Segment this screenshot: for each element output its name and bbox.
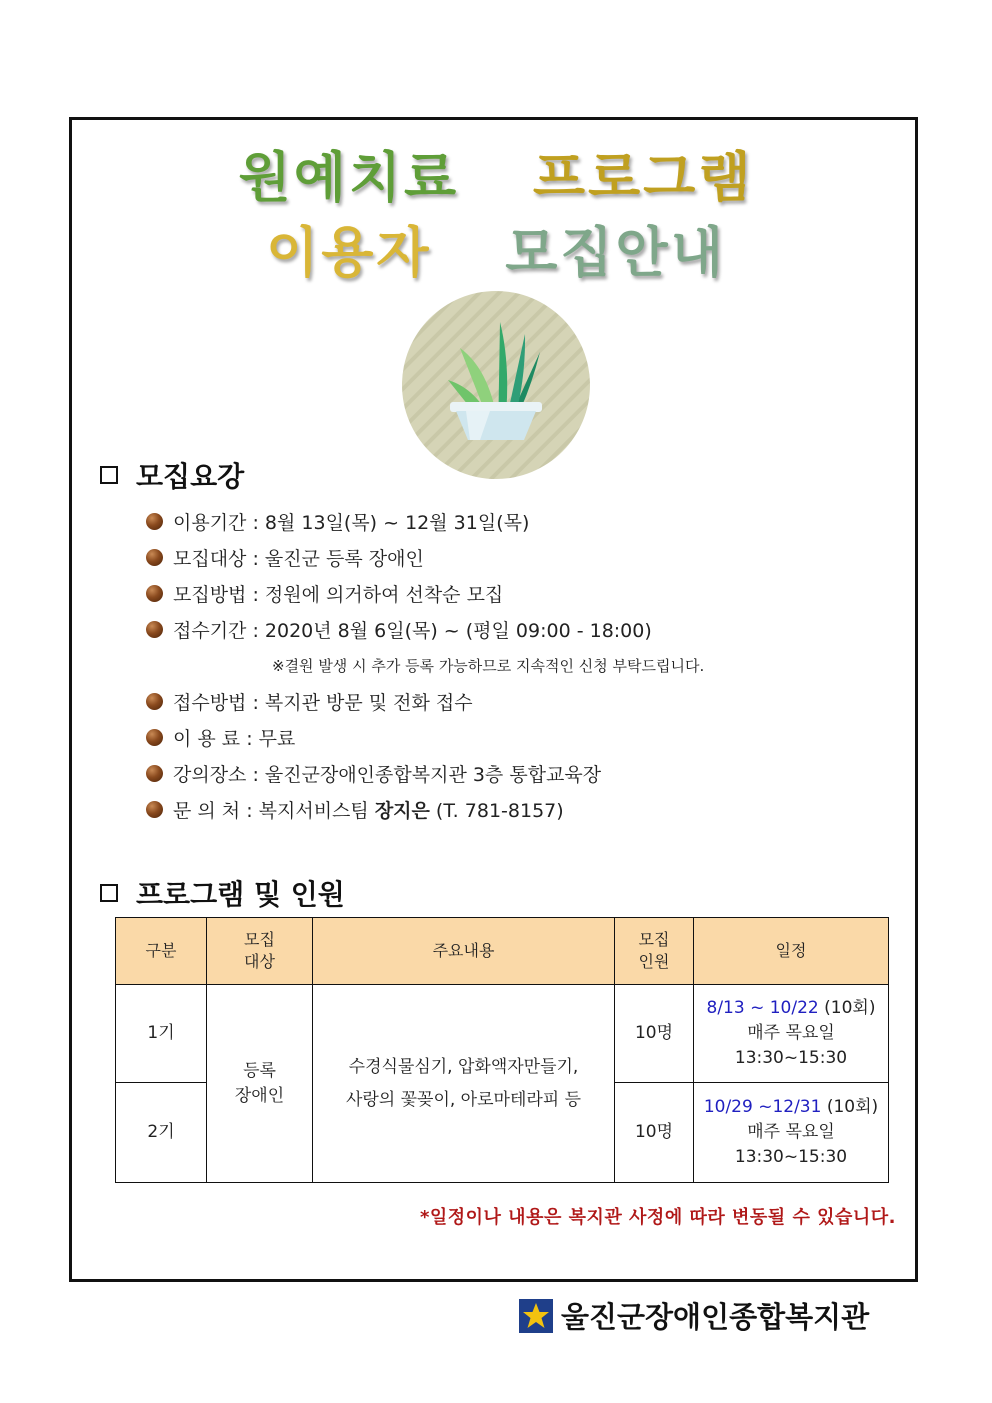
schedule-time: 13:30~15:30 <box>734 1048 848 1068</box>
detail-value: 울진군 등록 장애인 <box>264 548 424 570</box>
round-bullet-icon <box>146 801 163 818</box>
header-target: 모집 대상 <box>207 918 313 985</box>
change-notice: *일정이나 내용은 복지관 사정에 따라 변동될 수 있습니다. <box>419 1207 896 1228</box>
detail-item: 모집방법 : 정원에 의거하여 선착순 모집 <box>146 580 503 607</box>
detail-item: 접수기간 : 2020년 8월 6일(목) ~ (평일 09:00 - 18:00) <box>146 616 652 643</box>
title-word-horticulture: 원예치료 <box>238 146 460 209</box>
schedule-day: 매주 목요일 <box>747 1023 835 1043</box>
round-bullet-icon <box>146 765 163 782</box>
detail-label: 문 의 처 <box>173 800 241 822</box>
detail-label: 이용기간 <box>173 512 247 534</box>
section-recruit-heading: 모집요강 <box>100 455 244 495</box>
detail-value: 무료 <box>258 728 296 750</box>
detail-item: 강의장소 : 울진군장애인종합복지관 3층 통합교육장 <box>146 760 601 787</box>
contact-person: 장지은 <box>374 800 430 822</box>
cell-schedule <box>694 1083 889 1183</box>
cell-schedule <box>694 985 889 1083</box>
detail-item: 문 의 처 : 복지서비스팀 장지은 (T. 781-8157) <box>146 796 564 823</box>
round-bullet-icon <box>146 621 163 638</box>
title-line-2 <box>0 210 992 287</box>
round-bullet-icon <box>146 513 163 530</box>
program-table <box>115 917 889 1183</box>
organization-footer <box>519 1295 870 1334</box>
star-logo-icon <box>519 1299 553 1333</box>
cell-target: 등록 장애인 <box>207 985 313 1183</box>
round-bullet-icon <box>146 729 163 746</box>
detail-value: 복지서비스팀 <box>258 800 369 822</box>
square-bullet-icon <box>100 466 118 484</box>
detail-value: 정원에 의거하여 선착순 모집 <box>264 584 504 606</box>
schedule-sessions: (10회) <box>826 1097 879 1117</box>
detail-label: 강의장소 <box>173 764 247 786</box>
detail-item: 모집대상 : 울진군 등록 장애인 <box>146 544 424 571</box>
detail-value: 8월 13일(목) ~ 12월 31일(목) <box>264 512 530 534</box>
cell-count: 10명 <box>615 1083 694 1183</box>
cell-term: 1기 <box>116 985 207 1083</box>
detail-value: 울진군장애인종합복지관 3층 통합교육장 <box>264 764 602 786</box>
detail-item: 이용기간 : 8월 13일(목) ~ 12월 31일(목) <box>146 508 529 535</box>
title-word-program: 프로그램 <box>532 146 754 209</box>
section-program-heading: 프로그램 및 인원 <box>100 873 345 913</box>
detail-value: 2020년 8월 6일(목) ~ (평일 09:00 - 18:00) <box>264 620 652 642</box>
detail-label: 접수기간 <box>173 620 247 642</box>
detail-label: 이 용 료 <box>173 728 241 750</box>
registration-note: ※결원 발생 시 추가 등록 가능하므로 지속적인 신청 부탁드립니다. <box>272 657 705 675</box>
schedule-date-range: 10/29 ~12/31 <box>703 1097 822 1117</box>
header-schedule: 일정 <box>694 918 889 985</box>
detail-item: 접수방법 : 복지관 방문 및 전화 접수 <box>146 688 473 715</box>
table-header-row <box>116 918 889 985</box>
detail-label: 모집방법 <box>173 584 247 606</box>
schedule-time: 13:30~15:30 <box>734 1147 848 1167</box>
detail-label: 접수방법 <box>173 692 247 714</box>
round-bullet-icon <box>146 549 163 566</box>
title-word-users: 이용자 <box>266 221 432 284</box>
title-line-1 <box>0 135 992 212</box>
detail-value: 복지관 방문 및 전화 접수 <box>264 692 473 714</box>
detail-item: 이 용 료 : 무료 <box>146 724 295 751</box>
cell-content: 수경식물심기, 압화액자만들기, 사랑의 꽃꽂이, 아로마테라피 등 <box>313 985 615 1183</box>
potted-plant-icon <box>400 290 592 480</box>
contact-phone: (T. 781-8157) <box>435 800 564 822</box>
header-content: 주요내용 <box>313 918 615 985</box>
cell-term: 2기 <box>116 1083 207 1183</box>
round-bullet-icon <box>146 585 163 602</box>
detail-label: 모집대상 <box>173 548 247 570</box>
schedule-date-range: 8/13 ~ 10/22 <box>706 998 819 1018</box>
organization-name: 울진군장애인종합복지관 <box>561 1300 870 1334</box>
round-bullet-icon <box>146 693 163 710</box>
schedule-sessions: (10회) <box>824 998 876 1018</box>
square-bullet-icon <box>100 884 118 902</box>
table-row <box>116 985 889 1083</box>
header-term: 구분 <box>116 918 207 985</box>
cell-count: 10명 <box>615 985 694 1083</box>
schedule-day: 매주 목요일 <box>747 1122 835 1142</box>
header-count: 모집 인원 <box>615 918 694 985</box>
title-word-recruitment: 모집안내 <box>505 221 726 284</box>
